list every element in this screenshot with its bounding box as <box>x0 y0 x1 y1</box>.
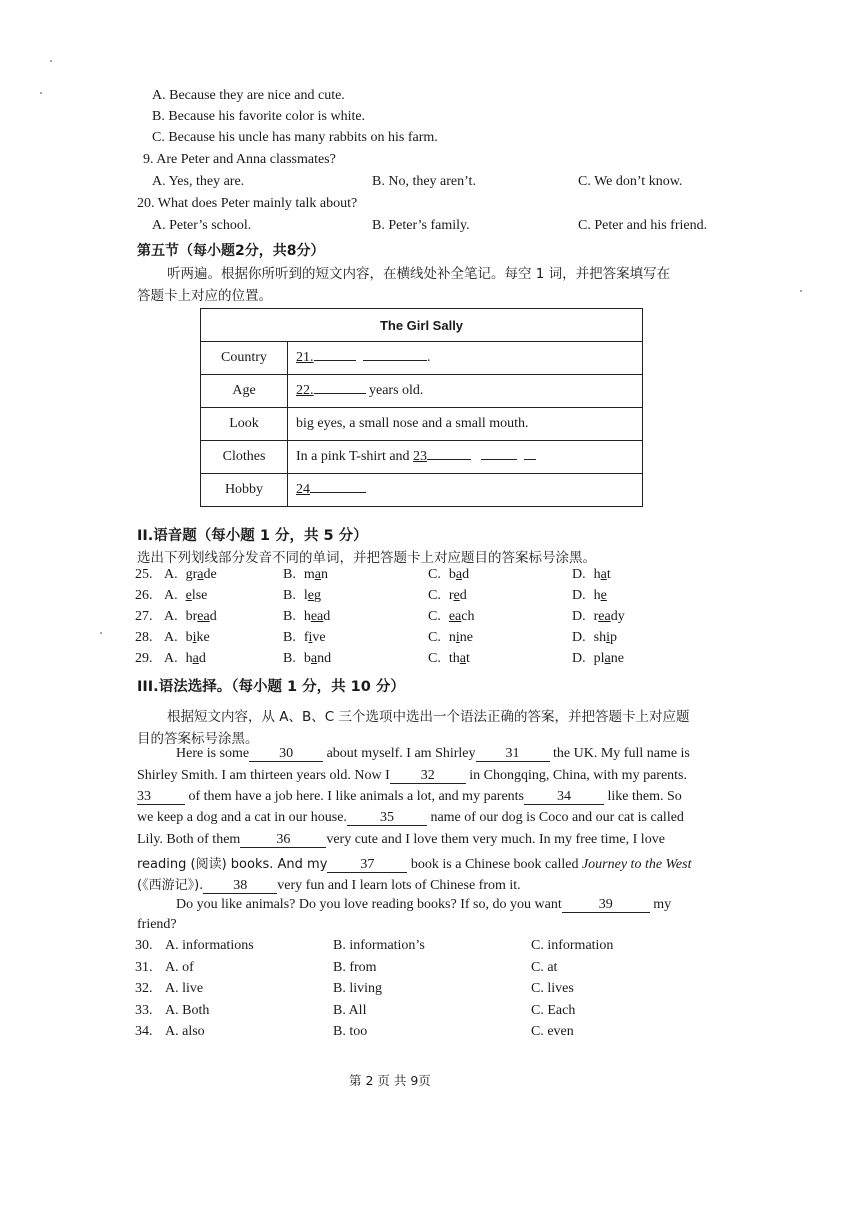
word-part: n <box>448 630 456 645</box>
passage-text: like them. So <box>607 789 682 804</box>
underlined-sound: e <box>453 588 460 603</box>
blank-21[interactable] <box>314 360 356 361</box>
phonics-option[interactable] <box>572 651 624 667</box>
word-part: f <box>303 630 309 645</box>
row-value-age <box>288 375 643 408</box>
grammar-option-b[interactable]: B. information’s <box>333 938 425 953</box>
q20-option-c: C. Peter and his friend. <box>578 218 708 233</box>
passage-text: my <box>653 897 672 912</box>
passage-text: Here is some <box>176 746 250 761</box>
passage-line-3 <box>137 789 682 805</box>
q20-option-a: A. Peter’s school. <box>152 218 252 233</box>
option-letter: B. <box>283 609 296 624</box>
q19-option-b: B. No, they aren’t. <box>372 174 476 189</box>
grammar-question-number: 34. <box>135 1024 153 1039</box>
blank-33[interactable]: 33 <box>137 790 185 805</box>
q19-option-a: A. Yes, they are. <box>152 174 245 189</box>
option-letter: B. <box>283 567 296 582</box>
grammar-option-a[interactable]: A. also <box>165 1024 205 1039</box>
section5-title: 第五节（每小题2分，共8分） <box>137 243 325 259</box>
option-letter: B. <box>283 651 296 666</box>
phonics-option[interactable] <box>428 567 469 583</box>
option-letter: D. <box>572 588 586 603</box>
scan-speck <box>800 290 802 292</box>
word-part: dy <box>610 609 625 624</box>
notes-table <box>200 308 643 507</box>
clothes-text: In a pink T-shirt and <box>296 449 410 464</box>
option-letter: C. <box>428 609 441 624</box>
passage-line-5 <box>137 832 665 848</box>
underlined-sound: a <box>197 567 204 582</box>
page-footer: 第 2 页 共 9页 <box>349 1073 431 1088</box>
phonics-option[interactable] <box>428 609 475 625</box>
word-part: b <box>185 630 193 645</box>
phonics-option[interactable] <box>164 567 217 583</box>
passage-text: book is a Chinese book called <box>410 857 579 872</box>
scan-speck <box>50 60 52 62</box>
row-key-age: Age <box>201 375 288 408</box>
word-part: th <box>448 651 460 666</box>
blank-37[interactable]: 37 <box>327 858 407 873</box>
grammar-question-number: 30. <box>135 938 153 953</box>
blank-34[interactable]: 34 <box>524 790 604 805</box>
word-part: p <box>609 630 617 645</box>
grammar-option-b[interactable]: B. All <box>333 1002 367 1018</box>
passage-line-2 <box>137 768 687 784</box>
word-part: sh <box>593 630 607 645</box>
word-part: n <box>320 567 328 582</box>
passage-line-8 <box>176 897 671 913</box>
grammar-question-number: 32. <box>135 981 153 996</box>
section5-instruction: 听两遍。根据你所听到的短文内容，在横线处补全笔记。每空 1 词，并把答案填写在 <box>167 266 671 282</box>
age-suffix: years old. <box>369 383 424 398</box>
phonics-question-number: 26. <box>135 588 153 603</box>
q20-stem: 20. What does Peter mainly talk about? <box>137 196 358 211</box>
passage-line-1 <box>176 746 690 762</box>
section3-instruction: 根据短文内容，从 A、B、C 三个选项中选出一个语法正确的答案，并把答题卡上对应题 <box>167 709 690 725</box>
phonics-option[interactable] <box>164 630 210 646</box>
word-part: d <box>462 567 470 582</box>
word-part: br <box>185 609 198 624</box>
word-part: d <box>209 609 217 624</box>
section2-title: II.语音题（每小题 1 分，共 5 分） <box>137 528 368 544</box>
option-letter: C. <box>428 630 441 645</box>
q18-option-b: B. Because his favorite color is white. <box>152 109 366 124</box>
phonics-option[interactable] <box>572 567 611 583</box>
option-letter: A. <box>164 630 178 645</box>
passage-text: reading (阅读) books. And my <box>137 857 328 872</box>
option-letter: D. <box>572 651 586 666</box>
q18-option-a: A. Because they are nice and cute. <box>152 88 345 103</box>
word-part: ch <box>461 609 475 624</box>
phonics-question-number: 29. <box>135 651 153 666</box>
underlined-sound: i <box>192 630 197 645</box>
blank-22-label: 22. <box>296 383 314 398</box>
phonics-question-number: 25. <box>135 567 153 582</box>
blank-30[interactable]: 30 <box>249 747 323 762</box>
passage-line-7 <box>137 874 521 894</box>
row-value-hobby <box>288 474 643 507</box>
option-letter: D. <box>572 567 586 582</box>
blank-24[interactable] <box>310 492 366 493</box>
passage-text: the UK. My full name is <box>553 746 690 761</box>
phonics-option[interactable] <box>572 609 625 625</box>
section5-instruction-cont: 答题卡上对应的位置。 <box>137 288 272 304</box>
row-key-hobby: Hobby <box>201 474 288 507</box>
passage-text: in Chongqing, China, with my parents. <box>469 768 687 783</box>
underlined-sound: a <box>455 567 463 582</box>
underlined-sound: ea <box>448 609 462 624</box>
grammar-option-a[interactable]: A. of <box>165 959 194 975</box>
passage-text: very cute and I love them very much. In my free time, I love <box>326 832 665 847</box>
q18-option-c: C. Because his uncle has many rabbits on his farm. <box>152 130 438 145</box>
option-letter: A. <box>164 588 178 603</box>
row-value-country <box>288 342 643 375</box>
option-letter: A. <box>164 651 178 666</box>
phonics-option[interactable] <box>164 588 207 604</box>
grammar-option-b[interactable]: B. too <box>333 1024 368 1039</box>
word-part: l <box>303 588 308 603</box>
passage-text: very fun and I learn lots of Chinese from it. <box>277 878 521 893</box>
q20-option-b: B. Peter’s family. <box>372 218 470 233</box>
grammar-option-b[interactable]: B. from <box>333 959 377 975</box>
grammar-option-c[interactable]: C. at <box>531 959 558 975</box>
row-key-country: Country <box>201 342 288 375</box>
word-part: d <box>459 588 467 603</box>
passage-text: we keep a dog and a cat in our house. <box>137 810 347 825</box>
grammar-option-a[interactable]: A. Both <box>165 1002 210 1018</box>
word-part: de <box>203 567 217 582</box>
word-part: h <box>303 609 311 624</box>
q19-stem: 9. Are Peter and Anna classmates? <box>143 152 336 167</box>
word-part: d <box>198 651 206 666</box>
phonics-option[interactable] <box>164 609 217 625</box>
option-letter: C. <box>428 651 441 666</box>
word-part: gr <box>185 567 198 582</box>
underlined-sound: a <box>459 651 466 666</box>
option-letter: C. <box>428 588 441 603</box>
word-part: t <box>606 567 611 582</box>
word-part: ne <box>459 630 473 645</box>
grammar-option-c[interactable]: C. Each <box>531 1002 576 1018</box>
blank-23c[interactable] <box>524 459 536 460</box>
phonics-option[interactable] <box>283 567 328 583</box>
grammar-option-a[interactable]: A. informations <box>165 938 254 953</box>
option-letter: B. <box>283 588 296 603</box>
row-key-look: Look <box>201 408 288 441</box>
option-letter: A. <box>164 609 178 624</box>
phonics-option[interactable] <box>428 651 470 667</box>
q19-option-c: C. We don’t know. <box>578 174 683 189</box>
underlined-sound: a <box>600 567 607 582</box>
option-letter: D. <box>572 609 586 624</box>
phonics-option[interactable] <box>283 588 321 604</box>
row-key-clothes: Clothes <box>201 441 288 474</box>
grammar-option-b[interactable]: B. living <box>333 981 383 996</box>
grammar-option-a[interactable]: A. live <box>165 981 204 996</box>
passage-text: Do you like animals? Do you love reading books? If so, do you want <box>176 897 562 912</box>
blank-21-label: 21. <box>296 350 314 365</box>
word-part: nd <box>317 651 332 666</box>
word-part: g <box>313 588 321 603</box>
word-part: ne <box>610 651 624 666</box>
passage-text: of them have a job here. I like animals a lot, and my parents <box>188 789 525 804</box>
passage-text: Lily. Both of them <box>137 832 241 847</box>
blank-23-label: 23 <box>413 449 428 464</box>
section2-instruction: 选出下列划线部分发音不同的单词，并把答题卡上对应题目的答案标号涂黑。 <box>137 550 596 566</box>
phonics-question-number: 28. <box>135 630 153 645</box>
phonics-option[interactable] <box>572 588 607 604</box>
table-title: The Girl Sally <box>201 309 643 342</box>
option-letter: A. <box>164 567 178 582</box>
passage-line-4 <box>137 810 684 826</box>
grammar-option-c[interactable]: C. even <box>531 1024 574 1039</box>
word-part: t <box>465 651 470 666</box>
word-part: b <box>448 567 456 582</box>
section3-title: III.语法选择。（每小题 1 分，共 10 分） <box>137 679 405 695</box>
phonics-option[interactable] <box>428 588 467 604</box>
underlined-sound: e <box>600 588 607 603</box>
passage-line-9: friend? <box>137 917 177 932</box>
row-value-clothes <box>288 441 643 474</box>
word-part: h <box>593 567 601 582</box>
blank-24-label: 24 <box>296 482 310 497</box>
grammar-option-c[interactable]: C. information <box>531 938 614 953</box>
scan-speck <box>100 632 102 634</box>
phonics-option[interactable] <box>283 630 326 646</box>
period: . <box>427 350 431 365</box>
book-title: Journey to the West <box>581 857 692 872</box>
grammar-question-number: 33. <box>135 1002 153 1018</box>
grammar-question-number: 31. <box>135 959 153 975</box>
word-part: b <box>303 651 311 666</box>
passage-text: about myself. I am Shirley <box>326 746 476 761</box>
underlined-sound: i <box>606 630 610 645</box>
phonics-option[interactable] <box>283 609 330 625</box>
word-part: d <box>323 609 331 624</box>
blank-35[interactable]: 35 <box>347 811 427 826</box>
phonics-question-number: 27. <box>135 609 153 624</box>
underlined-sound: ea <box>197 609 210 624</box>
blank-32[interactable]: 32 <box>390 769 466 784</box>
underlined-sound: a <box>192 651 199 666</box>
section3-instruction-cont: 目的答案标号涂黑。 <box>137 731 259 747</box>
blank-38[interactable]: 38 <box>203 879 277 894</box>
option-letter: B. <box>283 630 296 645</box>
option-letter: C. <box>428 567 441 582</box>
phonics-option[interactable] <box>572 630 617 646</box>
blank-31[interactable]: 31 <box>476 747 550 762</box>
passage-text: (《西游记》). <box>137 878 204 893</box>
phonics-option[interactable] <box>428 630 473 646</box>
underlined-sound: i <box>455 630 460 645</box>
word-part: m <box>303 567 315 582</box>
blank-23[interactable] <box>427 459 471 460</box>
scan-speck <box>40 92 42 94</box>
passage-text: Shirley Smith. I am thirteen years old. Now I <box>137 768 390 783</box>
passage-line-6 <box>137 853 691 873</box>
word-part: pl <box>593 651 605 666</box>
underlined-sound: e <box>185 588 192 603</box>
phonics-option[interactable] <box>164 651 206 667</box>
passage-text: name of our dog is Coco and our cat is called <box>430 810 684 825</box>
word-part: lse <box>191 588 208 603</box>
phonics-option[interactable] <box>283 651 331 667</box>
underlined-sound: a <box>314 567 321 582</box>
blank-21b[interactable] <box>363 360 427 361</box>
underlined-sound: i <box>308 630 313 645</box>
word-part: r <box>593 609 599 624</box>
row-value-look: big eyes, a small nose and a small mouth. <box>288 408 643 441</box>
blank-39[interactable]: 39 <box>562 898 650 913</box>
underlined-sound: ea <box>310 609 324 624</box>
underlined-sound: ea <box>598 609 611 624</box>
word-part: h <box>185 651 193 666</box>
underlined-sound: a <box>604 651 611 666</box>
blank-36[interactable]: 36 <box>240 833 326 848</box>
option-letter: D. <box>572 630 586 645</box>
underlined-sound: e <box>307 588 314 603</box>
blank-23b[interactable] <box>481 459 517 460</box>
underlined-sound: a <box>310 651 318 666</box>
word-part: ke <box>196 630 210 645</box>
blank-22[interactable] <box>314 393 366 394</box>
word-part: r <box>448 588 454 603</box>
grammar-option-c[interactable]: C. lives <box>531 981 574 996</box>
word-part: h <box>593 588 601 603</box>
word-part: ve <box>312 630 326 645</box>
